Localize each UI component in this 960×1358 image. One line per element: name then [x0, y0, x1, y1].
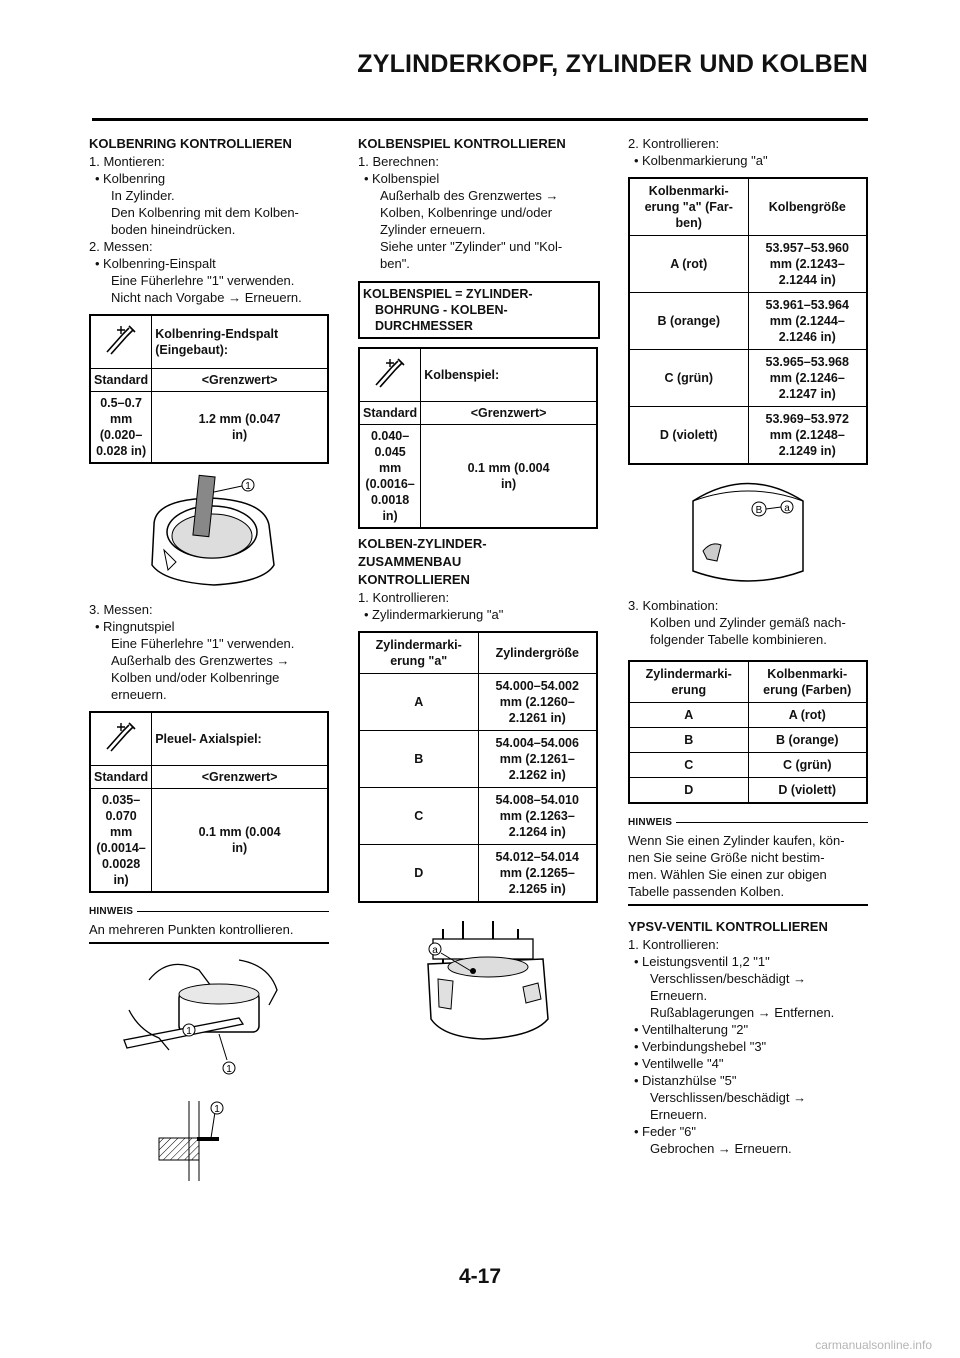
note-title: HINWEIS [628, 814, 868, 831]
step-text: Außerhalb des Grenzwertes → [111, 653, 290, 668]
column-header: erung "a" [390, 654, 448, 668]
step-text: Siehe unter "Zylinder" und "Kol- [380, 239, 563, 254]
table-cell: D (violett) [629, 407, 748, 465]
table-cell: C (grün) [629, 350, 748, 407]
table-cell: mm (2.1265– [499, 866, 575, 880]
table-cell: C [359, 788, 478, 845]
note-line: Tabelle passenden Kolben. [628, 884, 785, 899]
table-cell: 2.1264 in) [508, 825, 566, 839]
table-cell: 2.1265 in) [508, 882, 566, 896]
table-cell: B (orange) [748, 728, 867, 753]
cylinder-size-table [358, 631, 598, 903]
table-cell: mm (2.1243– [769, 257, 845, 271]
limit-header: <Grenzwert> [152, 369, 328, 392]
note-title: HINWEIS [89, 903, 329, 920]
table-row [359, 845, 597, 903]
table-row [629, 236, 867, 293]
formula-line: BOHRUNG - KOLBEN- [375, 303, 508, 317]
spec-title: Kolbenspiel: [421, 348, 597, 402]
table-cell: B [629, 728, 748, 753]
table-cell: 2.1246 in) [778, 330, 836, 344]
formula-line: DURCHMESSER [375, 319, 473, 333]
column-header: erung [671, 683, 707, 697]
figure-callout: a [432, 945, 438, 956]
section-title: KOLBENSPIEL KONTROLLIEREN [358, 136, 566, 151]
step-text: 1. Berechnen: [358, 154, 439, 169]
standard-value: mm (0.0016– [365, 461, 415, 491]
figure-callout: 1 [186, 1026, 192, 1037]
bullet-text: • Ringnutspiel [89, 618, 329, 635]
table-cell: 53.957–53.960 [765, 241, 849, 255]
piston-size-table [628, 177, 868, 465]
step-text: 2. Messen: [89, 239, 153, 254]
step-text: erneuern. [111, 687, 167, 702]
step-text: ben". [380, 256, 410, 271]
table-cell: A [359, 674, 478, 731]
standard-header: Standard [90, 369, 152, 392]
step-text: Den Kolbenring mit dem Kolben- [111, 205, 299, 220]
table-cell: A [629, 703, 748, 728]
limit-value: 1.2 mm (0.047 [198, 412, 281, 426]
step-text: Kolben und/oder Kolbenringe [111, 670, 280, 685]
column-header: Kolbenmarki- [767, 667, 848, 681]
bullet-text: • Kolbenspiel [358, 170, 598, 187]
figure-callout: B [755, 505, 763, 516]
column-1 [89, 135, 329, 1192]
cylinder-figure [393, 909, 563, 1049]
step-text: Erneuern. [650, 988, 708, 1003]
step-text: Verschlissen/beschädigt → [650, 1090, 807, 1105]
bullet-text: • Distanzhülse "5" [628, 1072, 868, 1089]
standard-value: 0.035–0.070 [101, 793, 141, 823]
step-text: In Zylinder. [111, 188, 175, 203]
standard-value: 0.0018 in) [370, 493, 410, 523]
step-text: Nicht nach Vorgabe → Erneuern. [111, 290, 302, 305]
column-2 [358, 135, 598, 1055]
step-text: Kolben, Kolbenringe und/oder [380, 205, 553, 220]
table-cell: mm (2.1244– [769, 314, 845, 328]
caliper-icon [90, 315, 152, 369]
figure-callout: 1 [226, 1064, 232, 1075]
step-text: Gebrochen → Erneuern. [650, 1141, 792, 1156]
table-row [629, 728, 867, 753]
section-title: ZUSAMMENBAU [358, 554, 462, 569]
step-text: Verschlissen/beschädigt → [650, 971, 807, 986]
spec-title: Kolbenring-Endspalt [155, 327, 279, 341]
table-cell: D [629, 778, 748, 804]
table-cell: 54.012–54.014 [495, 850, 579, 864]
bullet-text: • Ventilwelle "4" [628, 1055, 868, 1072]
column-header: Zylindergröße [478, 632, 597, 674]
spec-table-side-clearance [89, 711, 329, 893]
table-cell: 54.004–54.006 [495, 736, 579, 750]
figure-callout: 1 [245, 481, 251, 492]
table-cell: 2.1262 in) [508, 768, 566, 782]
page-number: 4-17 [458, 1265, 502, 1288]
column-header: Zylindermarki- [375, 638, 462, 652]
table-row [629, 293, 867, 350]
table-cell: B [359, 731, 478, 788]
standard-value: 0.040–0.045 [370, 429, 410, 459]
section-title: KOLBEN-ZYLINDER- [358, 536, 487, 551]
table-row [629, 753, 867, 778]
table-cell: mm (2.1248– [769, 428, 845, 442]
bullet-text: • Feder "6" [628, 1123, 868, 1140]
bullet-text: • Kolbenmarkierung "a" [628, 152, 868, 169]
standard-header: Standard [359, 402, 421, 425]
bullet-text: • Zylindermarkierung "a" [358, 606, 598, 623]
caliper-icon [359, 348, 421, 402]
standard-value: 0.5–0.7 mm [100, 396, 142, 426]
step-text: 1. Kontrollieren: [628, 937, 720, 952]
table-cell: mm (2.1263– [499, 809, 575, 823]
note-line: nen Sie seine Größe nicht bestim- [628, 850, 825, 865]
table-row [629, 778, 867, 804]
step-text: Außerhalb des Grenzwertes → [380, 188, 559, 203]
table-row [629, 407, 867, 465]
table-cell: mm (2.1260– [499, 695, 575, 709]
standard-value: (0.020–0.028 in) [96, 428, 147, 458]
note-text [628, 831, 868, 906]
limit-value: in) [231, 841, 248, 855]
column-header: erung (Farben) [763, 683, 852, 697]
table-cell: 2.1244 in) [778, 273, 836, 287]
step-text: Erneuern. [650, 1107, 708, 1122]
step-text: 1. Montieren: [89, 154, 165, 169]
standard-value: 0.0028 in) [101, 857, 141, 887]
standard-header: Standard [90, 766, 152, 789]
table-cell: A (rot) [748, 703, 867, 728]
limit-value: 0.1 mm (0.004 [198, 825, 281, 839]
section-title: YPSV-VENTIL KONTROLLIEREN [628, 919, 828, 934]
column-header: erung "a" (Far- [644, 200, 733, 214]
column-header: Kolbenmarki- [648, 184, 729, 198]
table-cell: 2.1249 in) [778, 444, 836, 458]
table-row [359, 731, 597, 788]
table-cell: B (orange) [629, 293, 748, 350]
step-text: boden hineindrücken. [111, 222, 236, 237]
limit-value: in) [500, 477, 517, 491]
table-cell: 53.969–53.972 [765, 412, 849, 426]
table-cell: C (grün) [748, 753, 867, 778]
table-cell: mm (2.1261– [499, 752, 575, 766]
figure-callout: a [784, 503, 790, 514]
table-row [629, 350, 867, 407]
ring-gap-figure [124, 470, 294, 595]
figure-callout: 1 [214, 1104, 220, 1115]
bullet-text: • Ventilhalterung "2" [628, 1021, 868, 1038]
bullet-text: • Kolbenring [89, 170, 329, 187]
bullet-text: • Verbindungshebel "3" [628, 1038, 868, 1055]
limit-header: <Grenzwert> [152, 766, 328, 789]
standard-value: mm (0.0014– [96, 825, 146, 855]
column-header: Kolbengröße [748, 178, 867, 236]
table-cell: D (violett) [748, 778, 867, 804]
step-text: Rußablagerungen → Entfernen. [650, 1005, 835, 1020]
bullet-text: • Kolbenring-Einspalt [89, 255, 329, 272]
column-3 [628, 135, 868, 1157]
table-row [359, 788, 597, 845]
section-title: KONTROLLIEREN [358, 572, 470, 587]
piston-ring-groove-figure [119, 950, 299, 1090]
table-cell: 53.965–53.968 [765, 355, 849, 369]
note-line: men. Wählen Sie einen zur obigen [628, 867, 827, 882]
table-cell: 2.1247 in) [778, 387, 836, 401]
limit-value: in) [231, 428, 248, 442]
note-box [628, 814, 868, 906]
formula-box [358, 281, 600, 339]
page-title: ZYLINDERKOPF, ZYLINDER UND KOLBEN [357, 50, 868, 78]
table-cell: 2.1261 in) [508, 711, 566, 725]
step-text: 3. Messen: [89, 602, 153, 617]
piston-figure [673, 471, 823, 591]
combination-table [628, 660, 868, 804]
caliper-icon [90, 712, 152, 766]
step-text: folgender Tabelle kombinieren. [650, 632, 827, 647]
step-text: 2. Kontrollieren: [628, 136, 720, 151]
note-box [89, 903, 329, 944]
table-cell: mm (2.1246– [769, 371, 845, 385]
step-text: Zylinder erneuern. [380, 222, 486, 237]
note-text: An mehreren Punkten kontrollieren. [89, 920, 329, 944]
table-cell: 54.008–54.010 [495, 793, 579, 807]
limit-value: 0.1 mm (0.004 [467, 461, 550, 475]
header-rule [92, 118, 868, 121]
table-cell: C [629, 753, 748, 778]
note-line: Wenn Sie einen Zylinder kaufen, kön- [628, 833, 845, 848]
table-cell: 53.961–53.964 [765, 298, 849, 312]
limit-header: <Grenzwert> [421, 402, 597, 425]
spec-table-piston-clearance [358, 347, 598, 529]
column-header: Zylindermarki- [645, 667, 732, 681]
step-text: Kolben und Zylinder gemäß nach- [650, 615, 846, 630]
table-row [359, 674, 597, 731]
step-text: 1. Kontrollieren: [358, 590, 450, 605]
spec-table-ring-gap [89, 314, 329, 464]
table-cell: A (rot) [629, 236, 748, 293]
table-cell: D [359, 845, 478, 903]
formula-line: KOLBENSPIEL = ZYLINDER- [363, 287, 533, 301]
step-text: 3. Kombination: [628, 598, 719, 613]
groove-detail-figure [149, 1096, 269, 1186]
spec-title: Pleuel- Axialspiel: [152, 712, 328, 766]
column-header: ben) [675, 216, 702, 230]
table-cell: 54.000–54.002 [495, 679, 579, 693]
bullet-text: • Leistungsventil 1,2 "1" [628, 953, 868, 970]
spec-title: (Eingebaut): [155, 343, 229, 357]
table-row [629, 703, 867, 728]
step-text: Eine Füherlehre "1" verwenden. [111, 636, 295, 651]
watermark: carmanualsonline.info [815, 1338, 932, 1352]
section-title: KOLBENRING KONTROLLIEREN [89, 136, 292, 151]
step-text: Eine Füherlehre "1" verwenden. [111, 273, 295, 288]
